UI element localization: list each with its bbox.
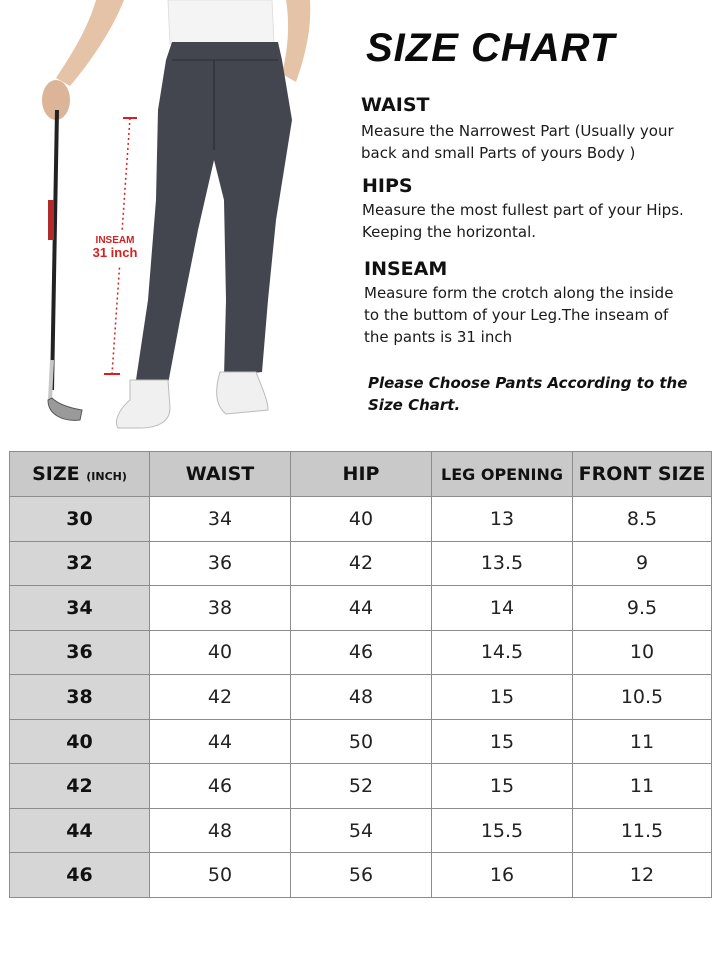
waist-description-line: back and small Parts of yours Body ) [361,144,636,162]
size-advice-note [368,372,708,416]
size-cell: 36 [10,630,150,675]
hip-cell: 40 [291,497,432,542]
shirt-graphic [168,0,274,44]
hip-cell: 56 [291,853,432,898]
waist-cell: 48 [150,808,291,853]
waist-cell: 40 [150,630,291,675]
size-table [9,451,712,898]
table-row [10,719,712,764]
inseam-heading: INSEAM [364,258,448,280]
golfer-illustration [0,0,350,440]
header-size [10,452,150,497]
hips-heading: HIPS [362,175,413,197]
hip-cell: 46 [291,630,432,675]
table-row [10,675,712,720]
waist-cell: 42 [150,675,291,720]
hip-cell: 48 [291,675,432,720]
front-size-cell: 11 [573,764,712,809]
table-row [10,586,712,631]
leg-opening-cell: 16 [432,853,573,898]
header-front-size: FRONT SIZE [573,452,712,497]
leg-opening-cell: 13 [432,497,573,542]
waist-cell: 50 [150,853,291,898]
front-size-cell: 10.5 [573,675,712,720]
size-cell: 32 [10,541,150,586]
front-size-cell: 9.5 [573,586,712,631]
waist-cell: 46 [150,764,291,809]
leg-opening-cell: 15.5 [432,808,573,853]
leg-opening-cell: 14.5 [432,630,573,675]
inseam-label [82,235,148,260]
table-row [10,808,712,853]
front-size-cell: 12 [573,853,712,898]
waist-description-line: Measure the Narrowest Part (Usually your [361,122,674,140]
waist-description [361,120,711,164]
waist-cell: 36 [150,541,291,586]
table-header-row [10,452,712,497]
size-cell: 42 [10,764,150,809]
table-row [10,764,712,809]
header-size-label: SIZE [32,463,80,485]
waist-cell: 38 [150,586,291,631]
front-size-cell: 9 [573,541,712,586]
header-hip: HIP [291,452,432,497]
inseam-description-line: the pants is 31 inch [364,328,513,346]
front-size-cell: 10 [573,630,712,675]
size-cell: 44 [10,808,150,853]
header-waist: WAIST [150,452,291,497]
club-head-graphic [48,398,82,420]
front-size-cell: 11 [573,719,712,764]
note-line: Please Choose Pants According to the [368,374,688,392]
front-size-cell: 8.5 [573,497,712,542]
table-row [10,630,712,675]
size-table-body [10,497,712,898]
leg-opening-cell: 14 [432,586,573,631]
hips-description [362,199,712,243]
hip-cell: 52 [291,764,432,809]
page-title: SIZE CHART [366,26,616,70]
club-hosel-graphic [50,360,52,400]
inseam-description-line: Measure form the crotch along the inside [364,284,674,302]
inseam-description-line: to the buttom of your Leg.The inseam of [364,306,669,324]
hips-description-line: Keeping the horizontal. [362,223,537,241]
waist-cell: 34 [150,497,291,542]
waist-cell: 44 [150,719,291,764]
front-size-cell: 11.5 [573,808,712,853]
inseam-description [364,282,714,348]
hip-cell: 54 [291,808,432,853]
waist-heading: WAIST [361,94,430,116]
left-shoe-graphic [117,380,171,428]
inseam-length-text: 31 inch [92,245,138,260]
hips-description-line: Measure the most fullest part of your Hips. [362,201,684,219]
leg-opening-cell: 15 [432,764,573,809]
left-arm-graphic [56,0,124,86]
header-leg-opening: LEG OPENING [432,452,573,497]
note-line: Size Chart. [368,396,461,414]
table-row [10,497,712,542]
hip-cell: 42 [291,541,432,586]
right-arm-graphic [282,0,310,82]
inseam-label-text: INSEAM [95,235,135,246]
hip-cell: 50 [291,719,432,764]
golfer-figure-graphic [0,0,350,440]
header-size-unit: (INCH) [86,470,127,483]
size-cell: 30 [10,497,150,542]
leg-opening-cell: 13.5 [432,541,573,586]
club-shaft-graphic [52,110,57,390]
hip-cell: 44 [291,586,432,631]
club-grip-band-graphic [48,200,54,240]
size-cell: 46 [10,853,150,898]
table-row [10,853,712,898]
size-cell: 38 [10,675,150,720]
leg-opening-cell: 15 [432,675,573,720]
size-cell: 34 [10,586,150,631]
size-cell: 40 [10,719,150,764]
right-shoe-graphic [217,372,268,414]
table-row [10,541,712,586]
leg-opening-cell: 15 [432,719,573,764]
